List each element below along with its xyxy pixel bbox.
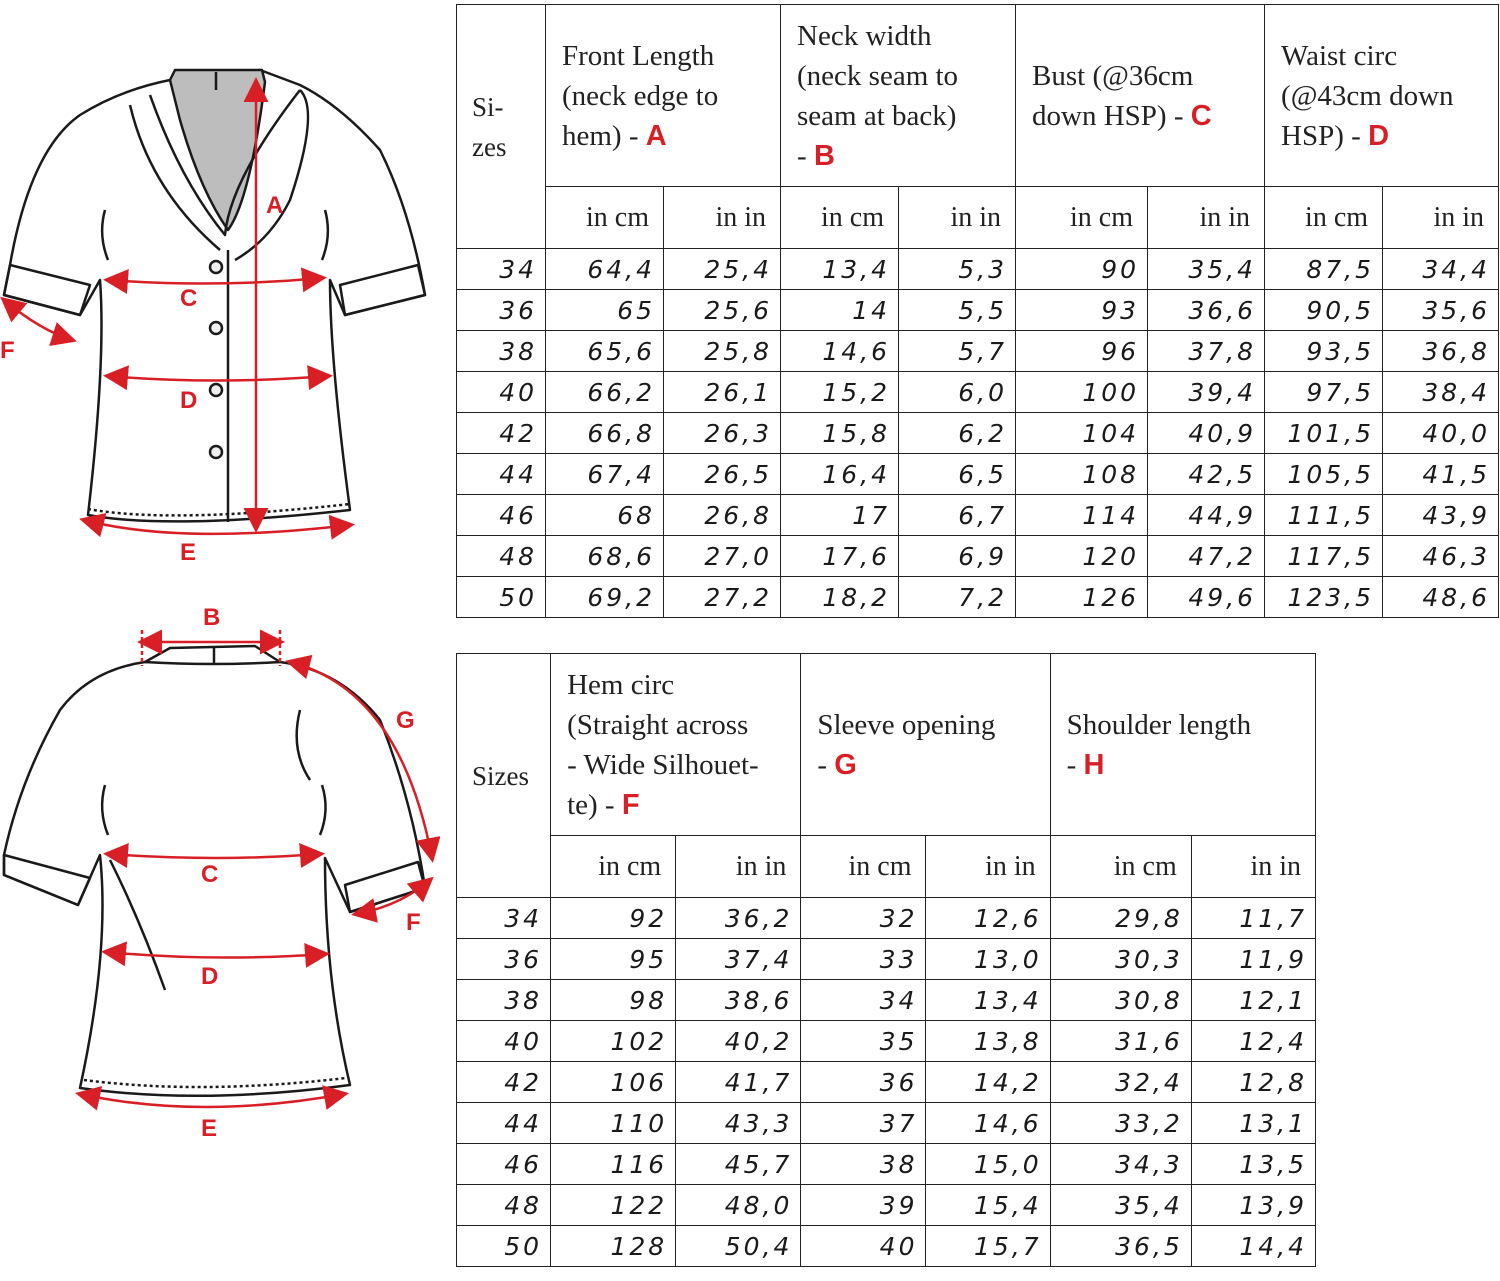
- value-cell: 26,1: [664, 372, 781, 413]
- size-cell: 46: [457, 1144, 551, 1185]
- value-cell: 6,9: [899, 536, 1016, 577]
- value-cell: 126: [1016, 577, 1148, 618]
- value-cell: 14,4: [1191, 1226, 1315, 1267]
- value-cell: 64,4: [546, 249, 664, 290]
- value-cell: 12,1: [1191, 980, 1315, 1021]
- value-cell: 6,5: [899, 454, 1016, 495]
- value-cell: 47,2: [1148, 536, 1265, 577]
- value-cell: 33,2: [1050, 1103, 1191, 1144]
- value-cell: 14,6: [926, 1103, 1050, 1144]
- value-cell: 68,6: [546, 536, 664, 577]
- value-cell: 32,4: [1050, 1062, 1191, 1103]
- value-cell: 27,2: [664, 577, 781, 618]
- size-cell: 40: [457, 372, 546, 413]
- unit-in: in in: [676, 836, 801, 898]
- value-cell: 39,4: [1148, 372, 1265, 413]
- value-cell: 96: [1016, 331, 1148, 372]
- value-cell: 15,7: [926, 1226, 1050, 1267]
- value-cell: 90,5: [1265, 290, 1383, 331]
- value-cell: 34,4: [1383, 249, 1499, 290]
- value-cell: 39: [801, 1185, 926, 1226]
- value-cell: 38: [801, 1144, 926, 1185]
- table-row: [457, 1185, 1316, 1226]
- value-cell: 12,8: [1191, 1062, 1315, 1103]
- size-cell: 40: [457, 1021, 551, 1062]
- value-cell: 37,4: [676, 939, 801, 980]
- value-cell: 6,0: [899, 372, 1016, 413]
- size-cell: 34: [457, 898, 551, 939]
- table-row: [457, 413, 1499, 454]
- unit-in: in in: [1148, 187, 1265, 249]
- size-table-secondary: [456, 653, 1316, 1267]
- unit-in: in in: [899, 187, 1016, 249]
- value-cell: 35: [801, 1021, 926, 1062]
- value-cell: 105,5: [1265, 454, 1383, 495]
- value-cell: 106: [551, 1062, 676, 1103]
- value-cell: 102: [551, 1021, 676, 1062]
- size-cell: 36: [457, 939, 551, 980]
- value-cell: 13,1: [1191, 1103, 1315, 1144]
- table-row: [457, 1144, 1316, 1185]
- table-row: [457, 980, 1316, 1021]
- value-cell: 37,8: [1148, 331, 1265, 372]
- unit-cm: in cm: [1016, 187, 1148, 249]
- value-cell: 5,7: [899, 331, 1016, 372]
- size-cell: 42: [457, 1062, 551, 1103]
- value-cell: 98: [551, 980, 676, 1021]
- value-cell: 41,7: [676, 1062, 801, 1103]
- value-cell: 15,2: [781, 372, 899, 413]
- unit-cm: in cm: [1050, 836, 1191, 898]
- value-cell: 100: [1016, 372, 1148, 413]
- value-cell: 5,5: [899, 290, 1016, 331]
- value-cell: 25,6: [664, 290, 781, 331]
- size-cell: 38: [457, 331, 546, 372]
- table-row: [457, 249, 1499, 290]
- value-cell: 36,5: [1050, 1226, 1191, 1267]
- value-cell: 114: [1016, 495, 1148, 536]
- value-cell: 35,4: [1050, 1185, 1191, 1226]
- value-cell: 15,4: [926, 1185, 1050, 1226]
- value-cell: 101,5: [1265, 413, 1383, 454]
- value-cell: 93: [1016, 290, 1148, 331]
- value-cell: 32: [801, 898, 926, 939]
- value-cell: 117,5: [1265, 536, 1383, 577]
- value-cell: 6,2: [899, 413, 1016, 454]
- size-cell: 50: [457, 577, 546, 618]
- value-cell: 48,6: [1383, 577, 1499, 618]
- value-cell: 65: [546, 290, 664, 331]
- label-E: E: [180, 539, 197, 560]
- value-cell: 41,5: [1383, 454, 1499, 495]
- value-cell: 33: [801, 939, 926, 980]
- front-garment-diagram: [0, 60, 440, 560]
- sleeve-opening-header: Sleeve opening - G: [801, 654, 1050, 836]
- value-cell: 104: [1016, 413, 1148, 454]
- value-cell: 13,9: [1191, 1185, 1315, 1226]
- value-cell: 14,6: [781, 331, 899, 372]
- value-cell: 13,8: [926, 1021, 1050, 1062]
- value-cell: 40,2: [676, 1021, 801, 1062]
- label-G: G: [396, 707, 415, 734]
- value-cell: 36,2: [676, 898, 801, 939]
- table-row: [457, 898, 1316, 939]
- unit-cm: in cm: [546, 187, 664, 249]
- value-cell: 29,8: [1050, 898, 1191, 939]
- size-cell: 44: [457, 454, 546, 495]
- label-F: F: [406, 909, 421, 936]
- value-cell: 35,6: [1383, 290, 1499, 331]
- value-cell: 97,5: [1265, 372, 1383, 413]
- table-row: [457, 331, 1499, 372]
- value-cell: 40,0: [1383, 413, 1499, 454]
- value-cell: 36,8: [1383, 331, 1499, 372]
- value-cell: 48,0: [676, 1185, 801, 1226]
- value-cell: 25,8: [664, 331, 781, 372]
- value-cell: 122: [551, 1185, 676, 1226]
- value-cell: 92: [551, 898, 676, 939]
- size-cell: 46: [457, 495, 546, 536]
- sizes-header: Sizes: [457, 654, 551, 898]
- size-cell: 42: [457, 413, 546, 454]
- table-row: [457, 1226, 1316, 1267]
- value-cell: 30,3: [1050, 939, 1191, 980]
- size-cell: 48: [457, 536, 546, 577]
- value-cell: 34,3: [1050, 1144, 1191, 1185]
- value-cell: 17,6: [781, 536, 899, 577]
- value-cell: 13,0: [926, 939, 1050, 980]
- value-cell: 14: [781, 290, 899, 331]
- value-cell: 43,3: [676, 1103, 801, 1144]
- value-cell: 44,9: [1148, 495, 1265, 536]
- value-cell: 11,7: [1191, 898, 1315, 939]
- value-cell: 36,6: [1148, 290, 1265, 331]
- value-cell: 38,4: [1383, 372, 1499, 413]
- unit-in: in in: [1383, 187, 1499, 249]
- value-cell: 5,3: [899, 249, 1016, 290]
- value-cell: 108: [1016, 454, 1148, 495]
- table-row: [457, 495, 1499, 536]
- value-cell: 13,4: [926, 980, 1050, 1021]
- value-cell: 128: [551, 1226, 676, 1267]
- value-cell: 18,2: [781, 577, 899, 618]
- label-B: B: [203, 604, 221, 631]
- size-cell: 36: [457, 290, 546, 331]
- size-table-main: [456, 4, 1499, 618]
- value-cell: 11,9: [1191, 939, 1315, 980]
- size-cell: 48: [457, 1185, 551, 1226]
- neck-width-header: Neck width (neck seam to seam at back) - B: [781, 5, 1016, 187]
- value-cell: 15,8: [781, 413, 899, 454]
- unit-in: in in: [664, 187, 781, 249]
- sizes-header: Si- zes: [457, 5, 546, 249]
- value-cell: 68: [546, 495, 664, 536]
- value-cell: 36: [801, 1062, 926, 1103]
- value-cell: 50,4: [676, 1226, 801, 1267]
- value-cell: 90: [1016, 249, 1148, 290]
- unit-in: in in: [1191, 836, 1315, 898]
- value-cell: 17: [781, 495, 899, 536]
- table-row: [457, 536, 1499, 577]
- value-cell: 6,7: [899, 495, 1016, 536]
- value-cell: 13,5: [1191, 1144, 1315, 1185]
- unit-in: in in: [926, 836, 1050, 898]
- unit-cm: in cm: [801, 836, 926, 898]
- value-cell: 87,5: [1265, 249, 1383, 290]
- value-cell: 26,5: [664, 454, 781, 495]
- table-row: [457, 1103, 1316, 1144]
- label-D: D: [201, 963, 219, 990]
- table-row: [457, 939, 1316, 980]
- unit-cm: in cm: [1265, 187, 1383, 249]
- table-row: [457, 372, 1499, 413]
- value-cell: 120: [1016, 536, 1148, 577]
- value-cell: 111,5: [1265, 495, 1383, 536]
- value-cell: 12,4: [1191, 1021, 1315, 1062]
- value-cell: 43,9: [1383, 495, 1499, 536]
- table-row: [457, 454, 1499, 495]
- value-cell: 110: [551, 1103, 676, 1144]
- hem-circ-header: Hem circ (Straight across - Wide Silhouet- te) - F: [551, 654, 801, 836]
- value-cell: 35,4: [1148, 249, 1265, 290]
- shoulder-length-header: Shoulder length - H: [1050, 654, 1315, 836]
- label-D: D: [180, 387, 198, 414]
- value-cell: 40: [801, 1226, 926, 1267]
- value-cell: 26,3: [664, 413, 781, 454]
- table-row: [457, 1062, 1316, 1103]
- value-cell: 65,6: [546, 331, 664, 372]
- value-cell: 42,5: [1148, 454, 1265, 495]
- size-cell: 38: [457, 980, 551, 1021]
- value-cell: 38,6: [676, 980, 801, 1021]
- label-C: C: [180, 285, 198, 312]
- back-garment-diagram: [0, 600, 440, 1160]
- value-cell: 69,2: [546, 577, 664, 618]
- value-cell: 116: [551, 1144, 676, 1185]
- value-cell: 66,8: [546, 413, 664, 454]
- value-cell: 67,4: [546, 454, 664, 495]
- value-cell: 46,3: [1383, 536, 1499, 577]
- table-row: [457, 290, 1499, 331]
- value-cell: 30,8: [1050, 980, 1191, 1021]
- unit-cm: in cm: [551, 836, 676, 898]
- value-cell: 25,4: [664, 249, 781, 290]
- value-cell: 37: [801, 1103, 926, 1144]
- value-cell: 15,0: [926, 1144, 1050, 1185]
- value-cell: 93,5: [1265, 331, 1383, 372]
- label-C: C: [201, 861, 219, 888]
- value-cell: 14,2: [926, 1062, 1050, 1103]
- value-cell: 49,6: [1148, 577, 1265, 618]
- value-cell: 66,2: [546, 372, 664, 413]
- size-cell: 34: [457, 249, 546, 290]
- label-F: F: [0, 337, 15, 364]
- table-row: [457, 1021, 1316, 1062]
- value-cell: 7,2: [899, 577, 1016, 618]
- unit-cm: in cm: [781, 187, 899, 249]
- size-cell: 50: [457, 1226, 551, 1267]
- bust-header: Bust (@36cm down HSP) - C: [1016, 5, 1265, 187]
- label-A: A: [266, 192, 284, 219]
- value-cell: 34: [801, 980, 926, 1021]
- value-cell: 27,0: [664, 536, 781, 577]
- size-cell: 44: [457, 1103, 551, 1144]
- waist-header: Waist circ (@43cm down HSP) - D: [1265, 5, 1499, 187]
- value-cell: 45,7: [676, 1144, 801, 1185]
- value-cell: 16,4: [781, 454, 899, 495]
- value-cell: 31,6: [1050, 1021, 1191, 1062]
- value-cell: 26,8: [664, 495, 781, 536]
- value-cell: 40,9: [1148, 413, 1265, 454]
- value-cell: 13,4: [781, 249, 899, 290]
- value-cell: 12,6: [926, 898, 1050, 939]
- label-E: E: [201, 1115, 218, 1142]
- front-length-header: Front Length (neck edge to hem) - A: [546, 5, 781, 187]
- table-row: [457, 577, 1499, 618]
- value-cell: 123,5: [1265, 577, 1383, 618]
- value-cell: 95: [551, 939, 676, 980]
